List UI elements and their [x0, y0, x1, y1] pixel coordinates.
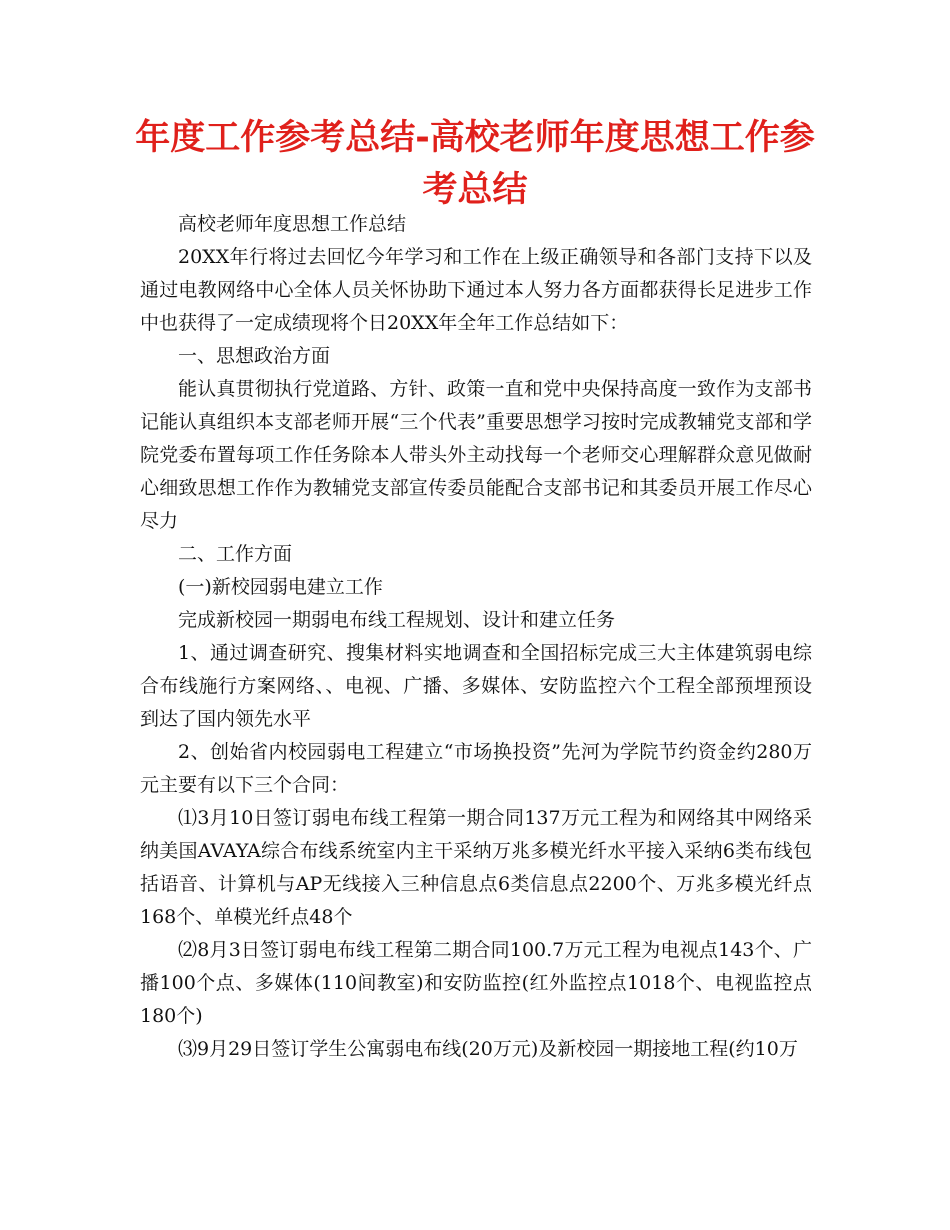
document-body: [140, 208, 812, 1066]
document-title: 年度工作参考总结-高校老师年度思想工作参考总结: [135, 118, 815, 210]
subsection-heading-campus: (一)新校园弱电建立工作: [178, 576, 383, 598]
paragraph-campus-summary: 完成新校园一期弱电布线工程规划、设计和建立任务: [178, 609, 616, 631]
paragraph-subtitle: 高校老师年度思想工作总结: [178, 213, 407, 235]
paragraph-contract-3: ⑶9月29日签订学生公寓弱电布线(20万元)及新校园一期接地工程(约10万: [178, 1038, 798, 1060]
paragraph-item-2: 2、创始省内校园弱电工程建立“市场换投资”先河为学院节约资金约280万元主要有以下三个合同：: [140, 741, 812, 796]
paragraph-political: 能认真贯彻执行党道路、方针、政策一直和党中央保持高度一致作为支部书记能认真组织本支部老师开展“三个代表”重要思想学习按时完成教辅党支部和学院党委布置每项工作任务除本人带头外主动找每一个老师交心理解群众意见做耐心细致思想工作作为教辅党支部宣传委员能配合支部书记和其委员开展工作尽心尽力: [140, 378, 812, 532]
section-heading-work: 二、工作方面: [178, 543, 293, 565]
paragraph-contract-2: ⑵8月3日签订弱电布线工程第二期合同100.7万元工程为电视点143个、广播100个点、多媒体(110间教室)和安防监控(红外监控点1018个、电视监控点180个): [140, 939, 812, 1027]
paragraph-item-1: 1、通过调查研究、搜集材料实地调查和全国招标完成三大主体建筑弱电综合布线施行方案网络、、电视、广播、多媒体、安防监控六个工程全部预埋预设到达了国内领先水平: [140, 642, 812, 730]
section-heading-political: 一、思想政治方面: [178, 345, 331, 367]
paragraph-intro: 20XX年行将过去回忆今年学习和工作在上级正确领导和各部门支持下以及通过电教网络中心全体人员关怀协助下通过本人努力各方面都获得长足进步工作中也获得了一定成绩现将个日20XX年全年工作总结如下：: [140, 246, 812, 334]
paragraph-contract-1: ⑴3月10日签订弱电布线工程第一期合同137万元工程为和网络其中网络采纳美国AVAYA综合布线系统室内主干采纳万兆多模光纤水平接入采纳6类布线包括语音、计算机与AP无线接入三种信息点6类信息点2200个、万兆多模光纤点168个、单模光纤点48个: [140, 807, 812, 928]
